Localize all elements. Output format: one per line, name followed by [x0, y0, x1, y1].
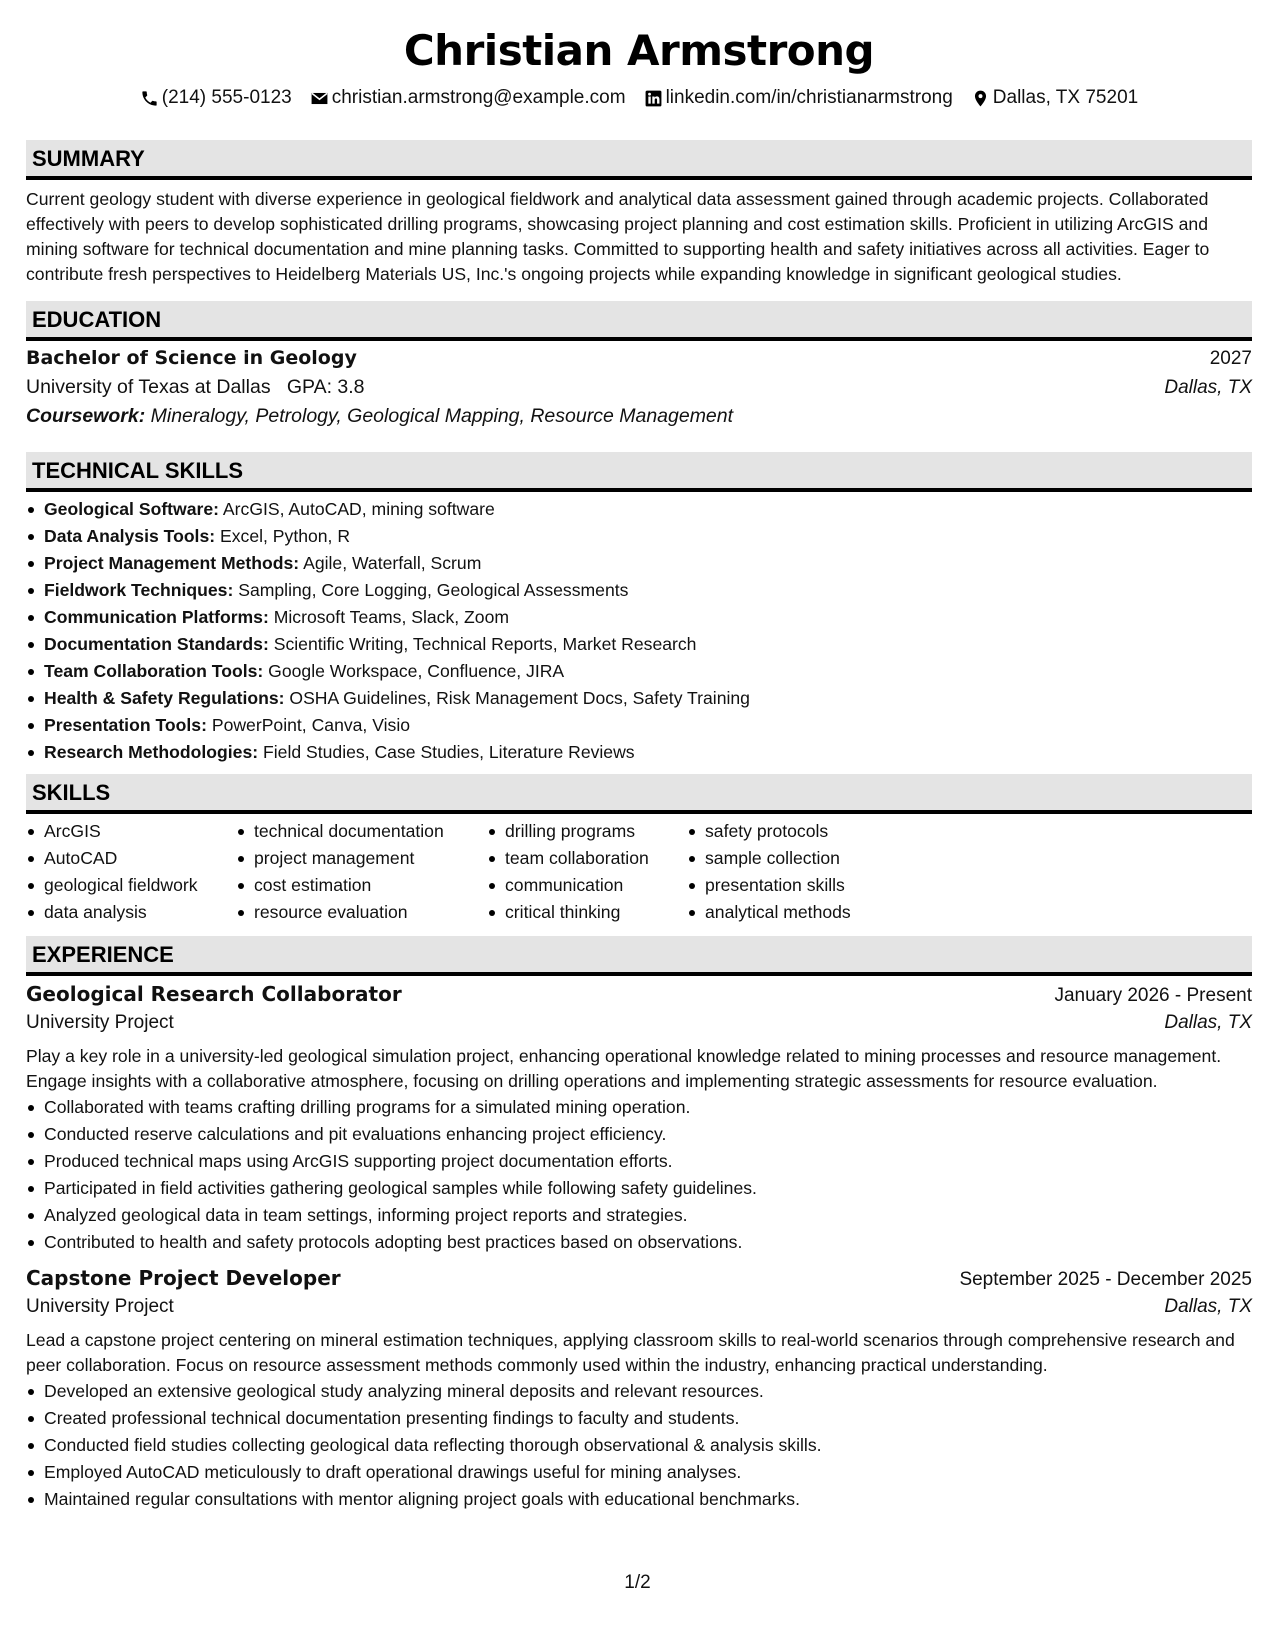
skill-label: Geological Software:	[44, 499, 219, 519]
list-item: geological fieldwork	[26, 872, 236, 899]
list-item: sample collection	[687, 845, 927, 872]
envelope-icon	[310, 89, 329, 108]
location-text: Dallas, TX 75201	[992, 87, 1139, 108]
skill-value: Agile, Waterfall, Scrum	[303, 553, 482, 573]
contact-linkedin[interactable]	[644, 87, 953, 109]
coursework-list: Mineralogy, Petrology, Geological Mapping, Resource Management	[150, 405, 734, 427]
list-item: data analysis	[26, 899, 236, 926]
list-item	[26, 604, 1252, 631]
job-location: Dallas, TX	[1164, 1296, 1252, 1317]
list-item: Employed AutoCAD meticulously to draft operational drawings useful for mining analyses.	[26, 1459, 1252, 1486]
skill-value: Microsoft Teams, Slack, Zoom	[273, 607, 510, 627]
skill-label: Data Analysis Tools:	[44, 526, 216, 546]
list-item: resource evaluation	[236, 899, 487, 926]
contact-phone[interactable]	[140, 87, 292, 109]
list-item	[26, 577, 1252, 604]
summary-heading: SUMMARY	[26, 140, 1252, 180]
list-item	[26, 631, 1252, 658]
skill-label: Fieldwork Techniques:	[44, 580, 234, 600]
email-text: christian.armstrong@example.com	[331, 87, 626, 108]
coursework-line	[26, 405, 1252, 434]
job-title: Geological Research Collaborator	[26, 982, 402, 1006]
list-item: Developed an extensive geological study analyzing mineral deposits and relevant resources.	[26, 1378, 1252, 1405]
phone-text: (214) 555-0123	[161, 87, 292, 108]
list-item	[26, 685, 1252, 712]
list-item: Produced technical maps using ArcGIS supporting project documentation efforts.	[26, 1148, 1252, 1175]
skill-label: Project Management Methods:	[44, 553, 300, 573]
education-heading: EDUCATION	[26, 301, 1252, 341]
job-org: University Project	[26, 1296, 174, 1317]
skill-value: Sampling, Core Logging, Geological Assessments	[238, 580, 629, 600]
phone-icon	[140, 89, 159, 108]
list-item: Analyzed geological data in team settings, informing project reports and strategies.	[26, 1202, 1252, 1229]
list-item: cost estimation	[236, 872, 487, 899]
school-name: University of Texas at Dallas	[26, 376, 271, 398]
skill-label: Team Collaboration Tools:	[44, 661, 264, 681]
list-item: project management	[236, 845, 487, 872]
experience-entry	[26, 982, 1252, 1256]
technical-skills-heading: TECHNICAL SKILLS	[26, 452, 1252, 492]
experience-entry	[26, 1266, 1252, 1513]
skill-value: Google Workspace, Confluence, JIRA	[268, 661, 565, 681]
list-item	[26, 496, 1252, 523]
gpa: GPA: 3.8	[286, 376, 365, 398]
skills-column	[26, 818, 236, 926]
skill-value: Scientific Writing, Technical Reports, Market Research	[273, 634, 697, 654]
degree-title: Bachelor of Science in Geology	[26, 347, 357, 369]
skill-value: PowerPoint, Canva, Visio	[211, 715, 411, 735]
list-item: safety protocols	[687, 818, 927, 845]
job-org: University Project	[26, 1012, 174, 1033]
job-bullets	[26, 1378, 1252, 1513]
list-item: technical documentation	[236, 818, 487, 845]
skill-label: Presentation Tools:	[44, 715, 207, 735]
skills-heading: SKILLS	[26, 774, 1252, 814]
list-item: Conducted field studies collecting geological data reflecting thorough observational & analysis skills.	[26, 1432, 1252, 1459]
coursework-label: Coursework:	[26, 405, 146, 427]
school-line	[26, 376, 365, 399]
job-dates: September 2025 - December 2025	[959, 1269, 1252, 1290]
school-location: Dallas, TX	[1164, 377, 1252, 398]
skills-column	[487, 818, 687, 926]
list-item	[26, 550, 1252, 577]
list-item: Collaborated with teams crafting drilling programs for a simulated mining operation.	[26, 1094, 1252, 1121]
list-item: drilling programs	[487, 818, 687, 845]
list-item	[26, 739, 1252, 766]
summary-text: Current geology student with diverse experience in geological fieldwork and analytical data assessment gained through academic projects. Collaborated effectively with peers to develop sophisticated drilling programs, showcasing project planning and cost estimation skills. Proficient in utilizing ArcGIS and mining software for technical documentation and mine planning tasks. Committed to supporting health and safety initiatives across all activities. Eager to contribute fresh perspectives to Heidelberg Materials US, Inc.'s ongoing projects while expanding knowledge in significant geological studies.	[26, 189, 1210, 284]
skills-column	[236, 818, 487, 926]
skill-label: Research Methodologies:	[44, 742, 259, 762]
contact-bar	[26, 84, 1252, 112]
list-item: Conducted reserve calculations and pit evaluations enhancing project efficiency.	[26, 1121, 1252, 1148]
skill-label: Health & Safety Regulations:	[44, 688, 285, 708]
list-item: presentation skills	[687, 872, 927, 899]
job-description: Lead a capstone project centering on mineral estimation techniques, applying classroom skills to real-world scenarios through comprehensive research and peer collaboration. Focus on resource assessment methods commonly used within the industry, enhancing practical understanding.	[26, 1330, 1235, 1375]
list-item	[26, 523, 1252, 550]
page-number: 1/2	[624, 1572, 651, 1593]
technical-skills-list	[26, 496, 1252, 766]
skills-column	[687, 818, 927, 926]
job-description: Play a key role in a university-led geological simulation project, enhancing operational knowledge related to mining processes and resource management. Engage insights with a collaborative atmosphere, focusing on drilling operations and implementing strategic assessments for resource evaluation.	[26, 1046, 1222, 1091]
graduation-year: 2027	[1209, 348, 1252, 369]
skill-value: Excel, Python, R	[219, 526, 351, 546]
map-pin-icon	[971, 89, 990, 108]
list-item: Participated in field activities gathering geological samples while following safety guidelines.	[26, 1175, 1252, 1202]
job-title: Capstone Project Developer	[26, 1266, 341, 1290]
list-item: analytical methods	[687, 899, 927, 926]
skill-value: Field Studies, Case Studies, Literature Reviews	[263, 742, 635, 762]
education-entry	[26, 347, 1252, 434]
list-item: team collaboration	[487, 845, 687, 872]
list-item: Maintained regular consultations with mentor aligning project goals with educational benchmarks.	[26, 1486, 1252, 1513]
job-dates: January 2026 - Present	[1054, 985, 1252, 1006]
resume-page	[26, 0, 1252, 1513]
list-item: AutoCAD	[26, 845, 236, 872]
job-bullets	[26, 1094, 1252, 1256]
list-item: communication	[487, 872, 687, 899]
contact-location	[971, 87, 1138, 109]
skill-value: ArcGIS, AutoCAD, mining software	[222, 499, 495, 519]
list-item	[26, 658, 1252, 685]
list-item: critical thinking	[487, 899, 687, 926]
linkedin-text: linkedin.com/in/christianarmstrong	[665, 87, 953, 108]
list-item: Contributed to health and safety protocols adopting best practices based on observations.	[26, 1229, 1252, 1256]
candidate-name: Christian Armstrong	[403, 26, 875, 75]
skills-grid	[26, 818, 1252, 926]
skill-label: Communication Platforms:	[44, 607, 269, 627]
experience-heading: EXPERIENCE	[26, 936, 1252, 976]
list-item: Created professional technical documentation presenting findings to faculty and students.	[26, 1405, 1252, 1432]
linkedin-icon	[644, 89, 663, 108]
contact-email[interactable]	[310, 87, 626, 109]
skill-label: Documentation Standards:	[44, 634, 269, 654]
list-item	[26, 712, 1252, 739]
job-location: Dallas, TX	[1164, 1012, 1252, 1033]
skill-value: OSHA Guidelines, Risk Management Docs, Safety Training	[289, 688, 750, 708]
list-item: ArcGIS	[26, 818, 236, 845]
